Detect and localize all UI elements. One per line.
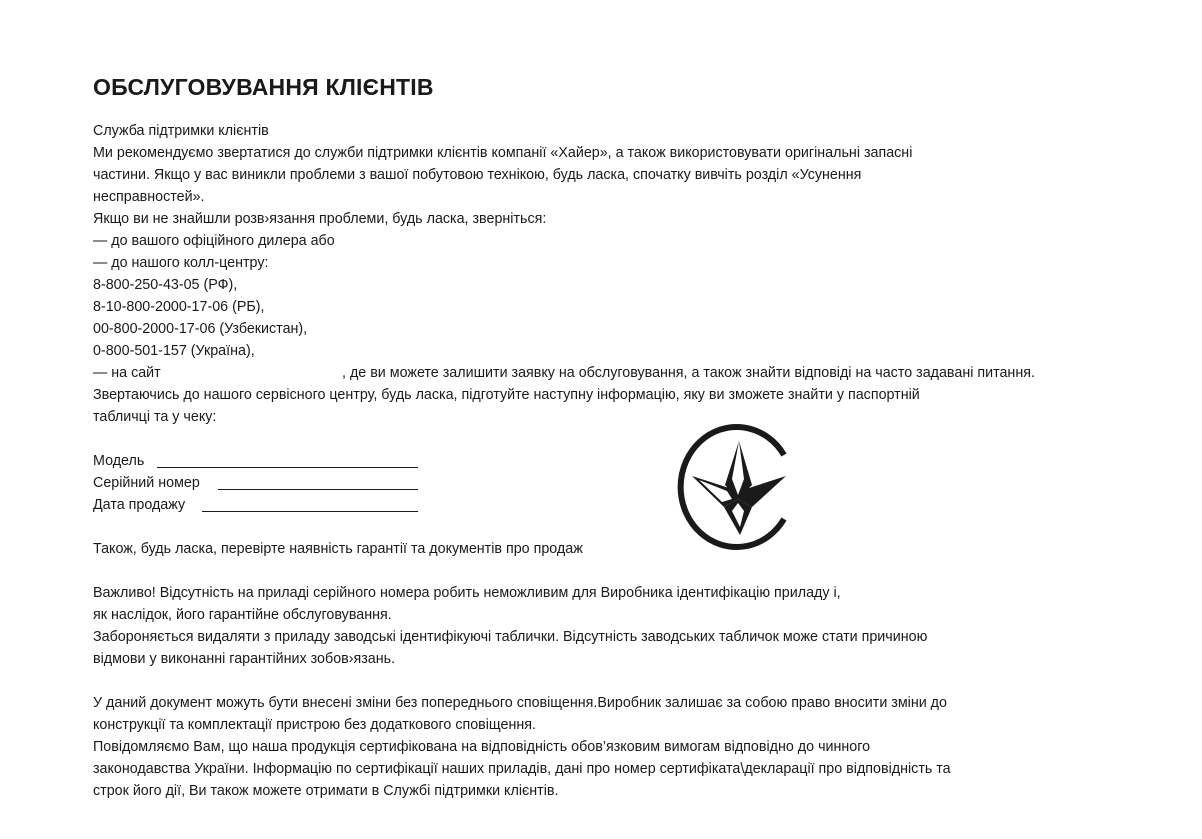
notice-line: У даний документ можуть бути внесені зміни без попереднього сповіщення.Виробник залишає за собою право вносити зміни до <box>93 695 947 711</box>
serial-number-label: Серійний номер <box>93 475 200 491</box>
paragraph-line: Якщо ви не знайшли розв›язання проблеми, будь ласка, зверніться: <box>93 211 547 227</box>
phone-number-uz[interactable]: 00-800-2000-17-06 (Узбекистан), <box>93 321 308 337</box>
important-line: Важливо! Відсутність на приладі серійного номера робить неможливим для Виробника ідентифікацію приладу і, <box>93 585 841 601</box>
contact-option-dealer: — до вашого офіційного дилера або <box>93 233 335 249</box>
paragraph-line: Звертаючись до нашого сервісного центру, будь ласка, підготуйте наступну інформацію, яку ви зможете знайти у паспортній <box>93 387 920 403</box>
contact-option-callcenter: — до нашого колл-центру: <box>93 255 269 271</box>
phone-number-ru[interactable]: 8-800-250-43-05 (РФ), <box>93 277 238 293</box>
model-field-line <box>157 467 418 468</box>
notice-line: конструкції та комплектації пристрою без додаткового сповіщення. <box>93 717 536 733</box>
support-heading: Служба підтримки клієнтів <box>93 123 269 139</box>
paragraph-line: Ми рекомендуємо звертатися до служби підтримки клієнтів компанії «Хайер», а також використовувати оригінальні запасні <box>93 145 913 161</box>
paragraph-line: несправностей». <box>93 189 205 205</box>
notice-line: строк його дії, Ви також можете отримати в Службі підтримки клієнтів. <box>93 783 559 799</box>
contact-option-website: — на сайт <box>93 365 161 381</box>
notice-line: законодавства України. Інформацію по сертифікації наших приладів, дані про номер сертифіката\декларації про відповідність та <box>93 761 951 777</box>
page-title: ОБСЛУГОВУВАННЯ КЛІЄНТІВ <box>93 74 434 100</box>
important-line: відмови у виконанні гарантійних зобов›язань. <box>93 651 396 667</box>
ukrainian-conformity-mark-icon <box>672 423 790 551</box>
serial-number-field-line <box>218 489 418 490</box>
paragraph-line: частини. Якщо у вас виникли проблеми з вашої побутовою технікою, будь ласка, спочатку вивчіть розділ «Усунення <box>93 167 862 183</box>
model-label: Модель <box>93 453 145 469</box>
paragraph-line: табличці та у чеку: <box>93 409 217 425</box>
important-line: як наслідок, його гарантійне обслуговування. <box>93 607 392 623</box>
phone-number-ua[interactable]: 0-800-501-157 (Україна), <box>93 343 255 359</box>
sale-date-field-line <box>202 511 418 512</box>
sale-date-label: Дата продажу <box>93 497 186 513</box>
notice-line: Повідомляємо Вам, що наша продукція сертифікована на відповідність обов’язковим вимогам відповідно до чинного <box>93 739 871 755</box>
phone-number-by[interactable]: 8-10-800-2000-17-06 (РБ), <box>93 299 265 315</box>
warranty-note: Також, будь ласка, перевірте наявність гарантії та документів про продаж <box>93 541 583 557</box>
important-line: Забороняється видаляти з приладу заводські ідентифікуючі таблички. Відсутність заводських табличок може стати причиною <box>93 629 928 645</box>
website-description: , де ви можете залишити заявку на обслуговування, а також знайти відповіді на часто задавані питання. <box>342 365 1035 381</box>
